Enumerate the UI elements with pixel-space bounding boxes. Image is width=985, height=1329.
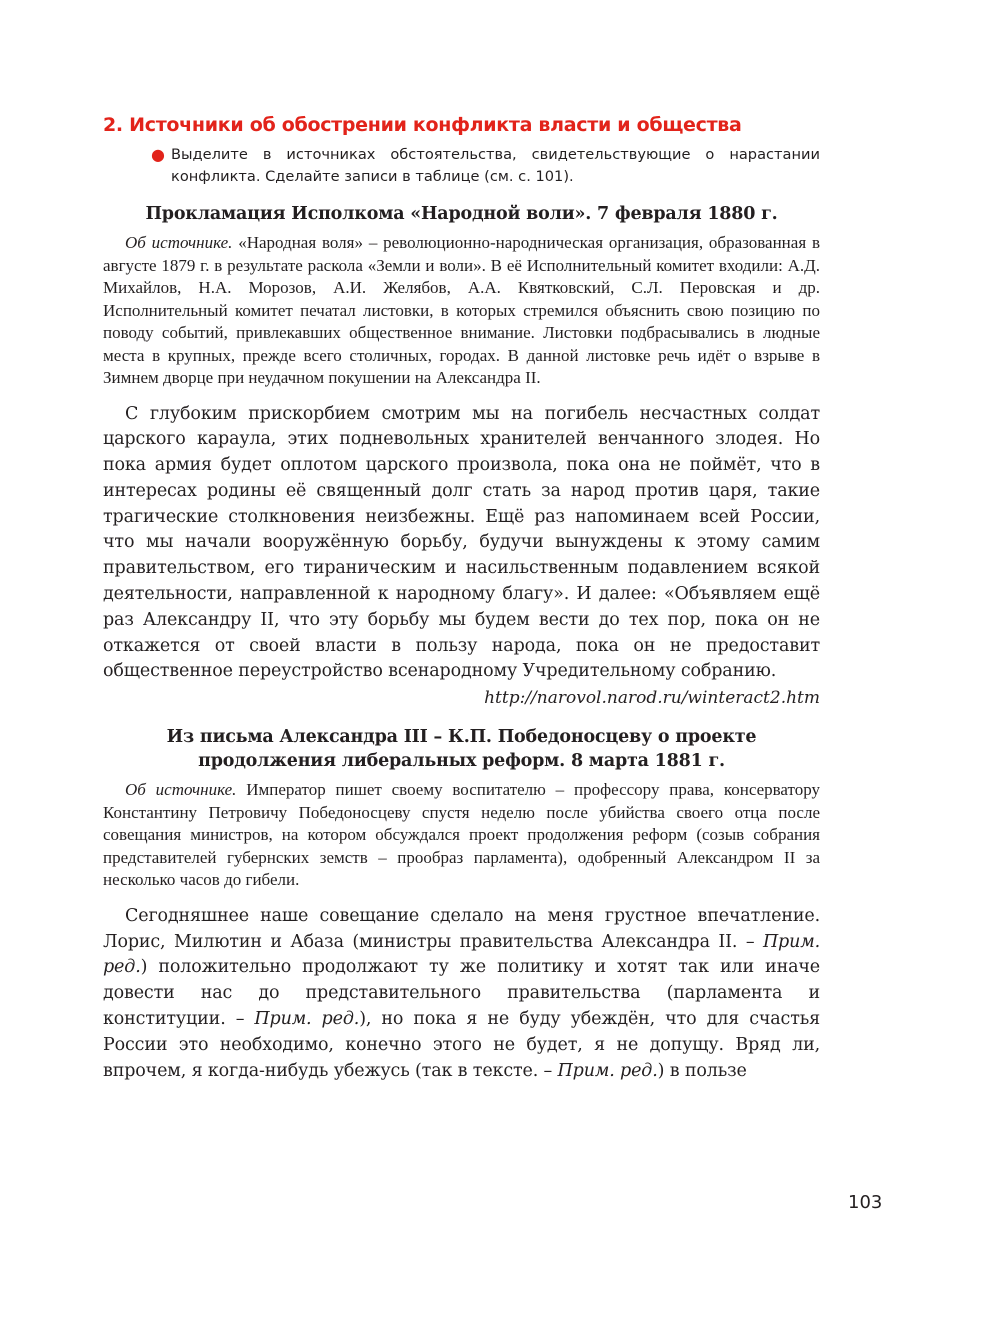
- editor-note: Прим. ред.: [254, 1008, 360, 1029]
- source1-title: Прокламация Исполкома «Народной воли». 7 февраля 1880 г.: [145, 204, 778, 224]
- source1-about: [103, 232, 820, 390]
- source1-quote: С глубоким прискорбием смотрим мы на погибель несчастных солдат царского караула, этих подневольных хранителей венчанного злодея. Но пока армия будет оплотом царского произвола, пока она не поймёт, что в интересах родины её священный долг стать за народ против царя, такие трагические столкновения неизбежны. Ещё раз напоминаем всей России, что мы начали вооружённую борьбу, будучи вынуждены к этому самим правительством, его тираническим и насильственным подавлением всякой деятельности, направленной к народному благу». И далее: «Объявляем ещё раз Александру II, что эту борьбу мы будем вести до тех пор, пока он не откажется от своей власти в пользу народа, пока он не предоставит общественное переустройство всенародному Учредительному собранию.: [103, 403, 820, 682]
- quote-text: ), но пока я не буду убеждён, что для счастья России это необходимо, конечно этого не будет, я не допущу. Вряд ли, впрочем, я когда-нибудь убежусь (так в тексте. –: [103, 1008, 820, 1081]
- about-label: Об источнике.: [125, 233, 233, 252]
- editor-note: Прим. ред.: [103, 931, 820, 978]
- quote-text: ) положительно продолжают ту же политику и хотят так или иначе довести нас до представительного правительства (парламента и конституции. –: [103, 957, 820, 1029]
- source1-url: http://narovol.narod.ru/winteract2.htm: [484, 688, 820, 709]
- source2-about: [103, 779, 820, 892]
- about-text: Император пишет своему воспитателю – профессору права, консерватору Константину Петровичу Победоносцеву спустя неделю после убийства своего отца после совещания министров, на котором обсуждался проект продолжения реформ (созыв собрания представителей губернских земств – прообраз парламента), одобренный Александром II за несколько часов до гибели.: [103, 780, 821, 890]
- source2-title-line2: продолжения либеральных реформ. 8 марта 1881 г.: [198, 751, 725, 772]
- source2-title: [103, 725, 820, 773]
- editor-note: Прим. ред.: [557, 1060, 658, 1081]
- page-content: [103, 112, 820, 1084]
- source2-quote: [103, 904, 820, 1085]
- page-number: 103: [848, 1192, 883, 1213]
- bullet-icon: ●: [151, 145, 165, 164]
- quote-text: ) в пользе: [657, 1060, 747, 1081]
- quote-text: Сегодняшнее наше совещание сделало на меня грустное впечатление. Лорис, Милютин и Абаза (министры правительства Александра II. –: [103, 905, 820, 952]
- section-heading: 2. Источники об обострении конфликта власти и общества: [103, 114, 742, 136]
- about-text: «Народная воля» – революционно-народническая организация, образованная в августе 1879 г. в результате раскола «Земли и воли». В её Исполнительный комитет входили: А.Д. Михайлов, Н.А. Морозов, А.И. Желябов, А.А. Квятковский, С.Л. Перовская и др. Исполнительный комитет печатал листовки, в которых стремился объяснить свою позицию по поводу событий, привлекавших общественное внимание. Листовки подбрасывались в людные места в крупных, прежде всего столичных, городах. В данной листовке речь идёт о взрыве в Зимнем дворце при неудачном покушении на Александра II.: [103, 233, 820, 387]
- about-label: Об источнике.: [125, 780, 237, 800]
- task-text: Выделите в источниках обстоятельства, свидетельствующие о нарастании конфликта. Сделайте записи в таблице (см. с. 101).: [171, 146, 820, 185]
- task-instruction: [103, 144, 820, 188]
- source2-title-line1: Из письма Александра III – К.П. Победоносцеву о проекте: [166, 727, 757, 748]
